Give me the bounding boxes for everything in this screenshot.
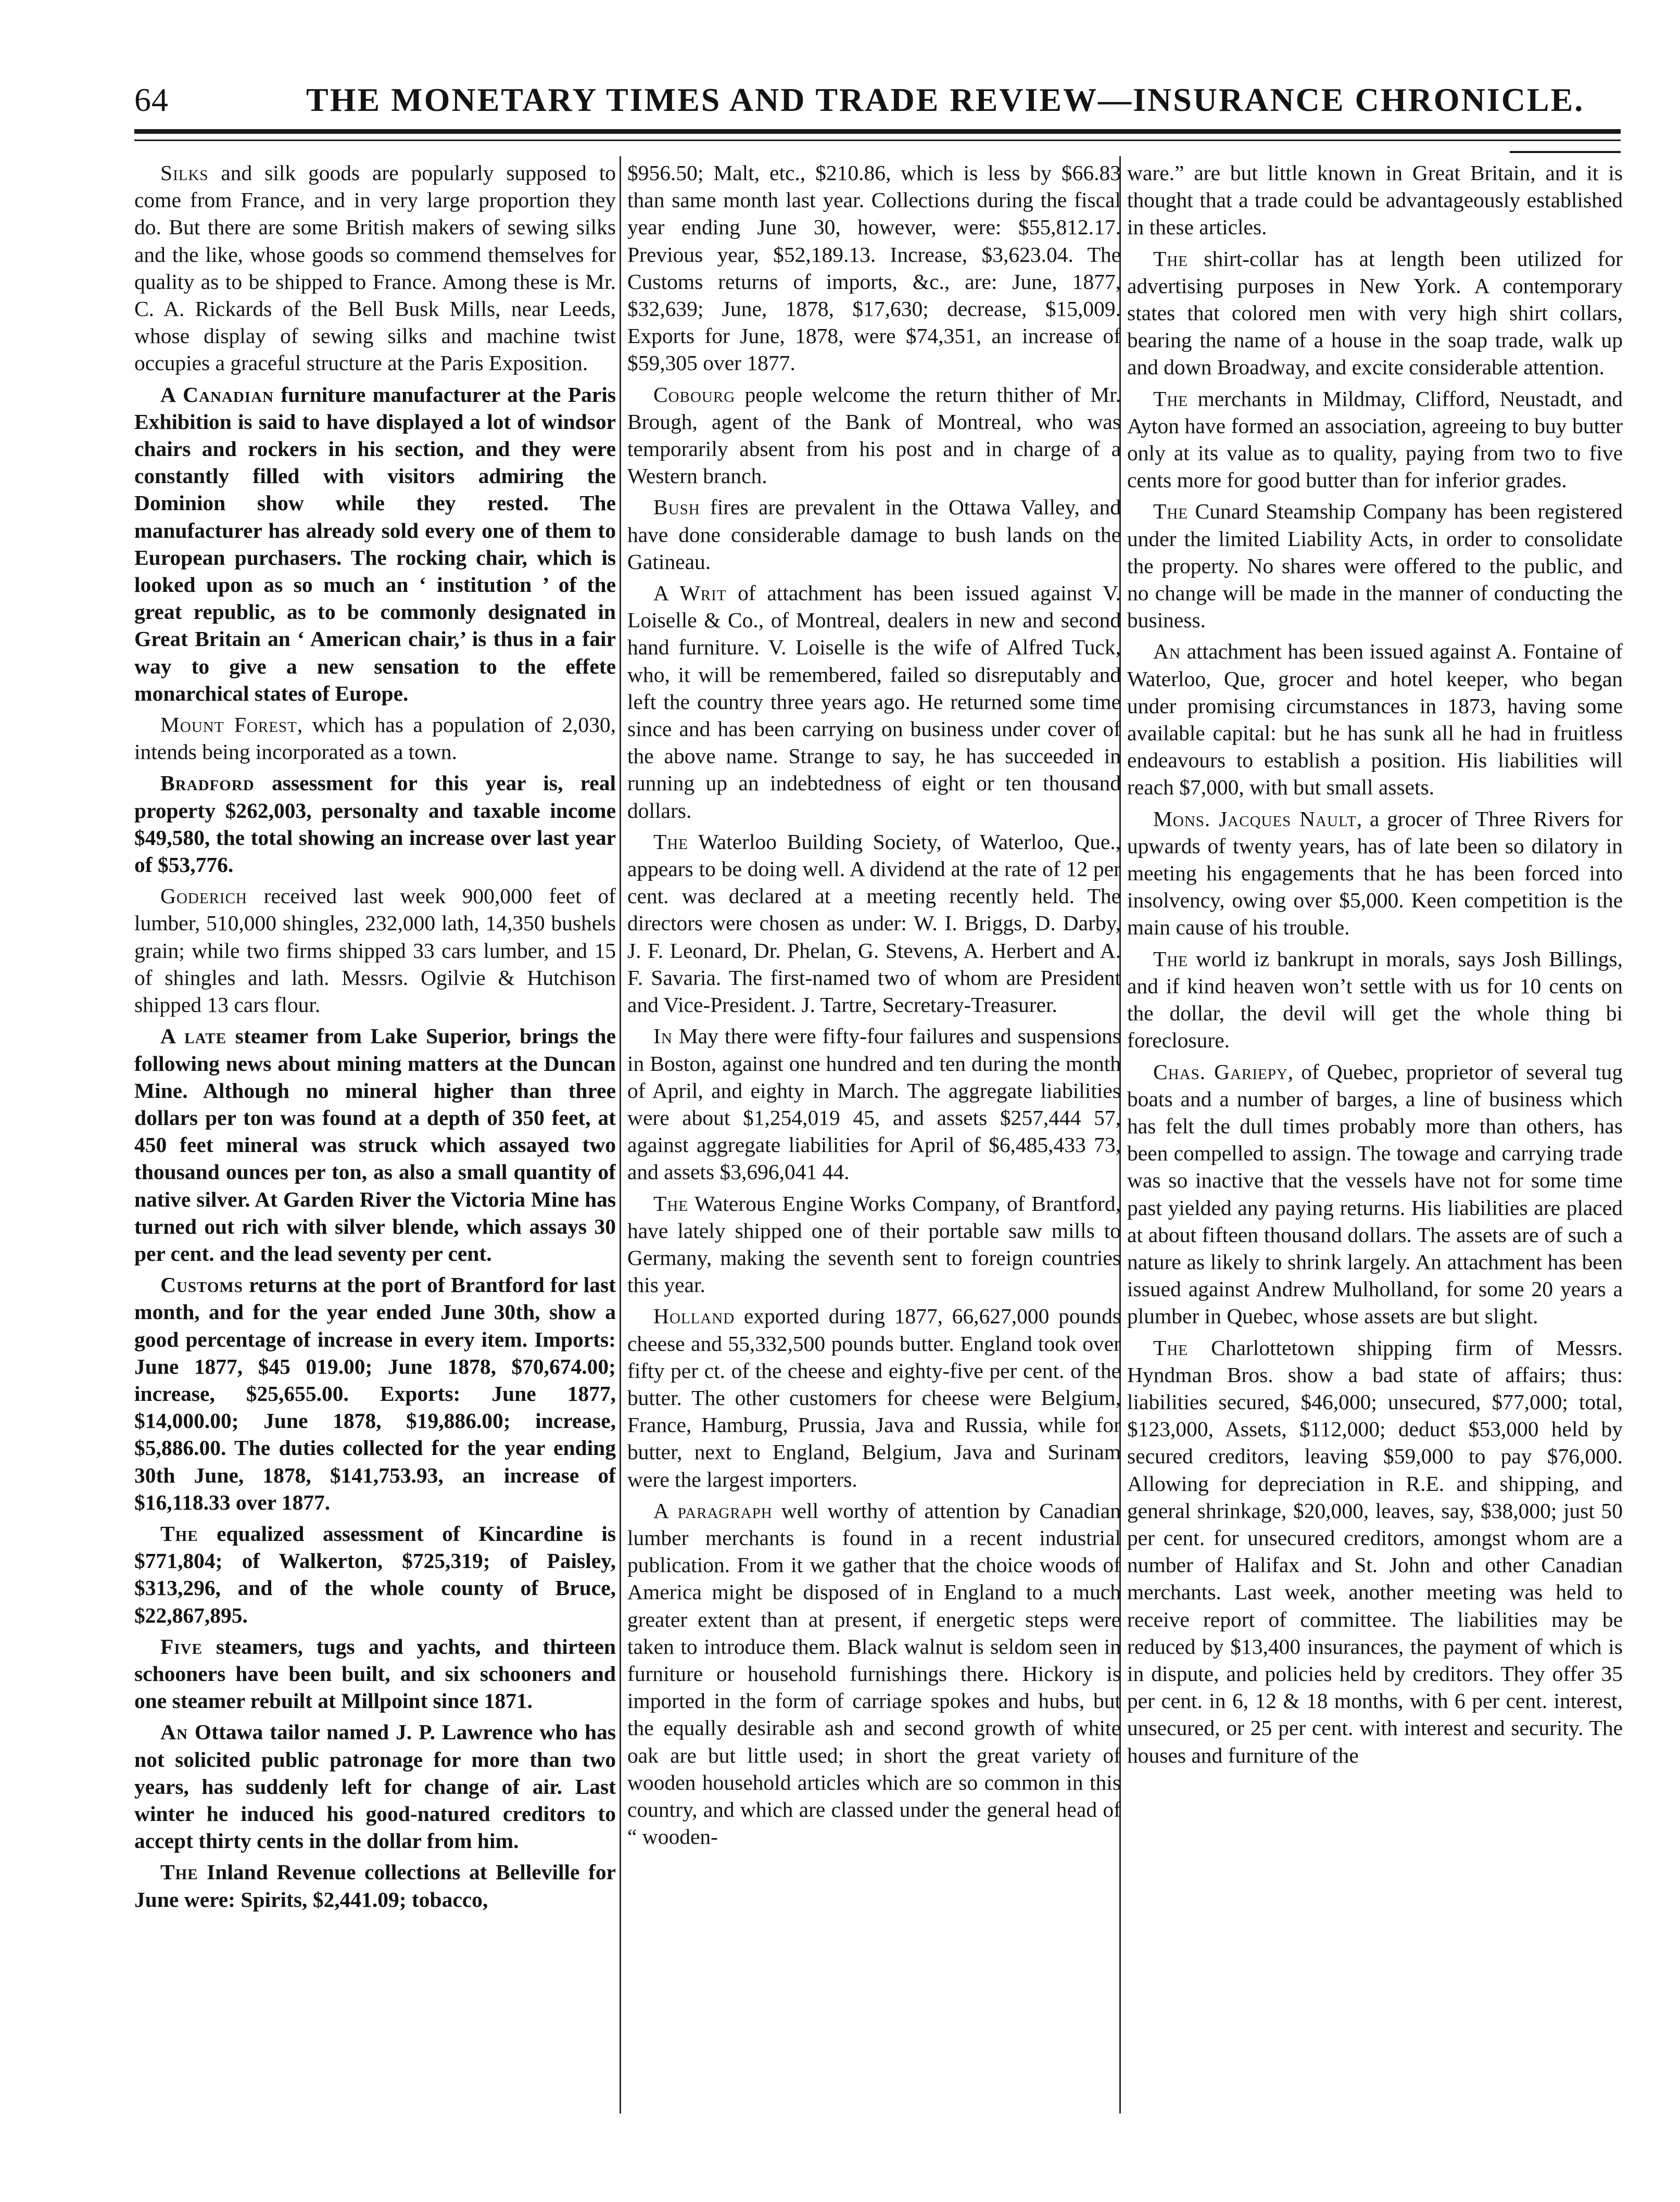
paragraph-lead: The (1153, 499, 1189, 524)
paragraph-text: equalized assessment of Kincardine is $771,804; of Walkerton, $725,319; of Paisley, $313,296, and of the whole county of Bruce, $22,867,895. (134, 1521, 616, 1627)
news-paragraph (134, 1520, 616, 1629)
paragraph-lead: The (653, 1191, 689, 1216)
paragraph-text: shirt-collar has at length been utilized for advertising purposes in New York. A contemporary states that colored men with very high shirt collars, bearing the name of a house in the soap trade, walk up and down Broadway, and excite considerable attention. (1127, 246, 1623, 379)
paragraph-lead: A paragraph (653, 1498, 773, 1523)
news-paragraph (627, 1302, 1121, 1492)
news-paragraph (627, 1022, 1121, 1185)
news-paragraph (134, 1858, 616, 1913)
paragraph-text: of attachment has been issued against V. Loiselle & Co., of Montreal, dealers in new and second hand furniture. V. Loiselle is the wife of Alfred Tuck, who, it will be remembered, failed so disreputably and left the country three years ago. He returned some time since and has been carrying on business under cover of the above name. Strange to say, he has succeeded in running up an indebtedness of eight or ten thousand dollars. (627, 581, 1121, 822)
paragraph-text: Ottawa tailor named J. P. Lawrence who has not solicited public patronage for more than two years, has suddenly left for change of air. Last winter he induced his good-natured creditors to accept thirty cents in the dollar from him. (134, 1720, 616, 1853)
news-paragraph (627, 381, 1121, 490)
paragraph-text: and silk goods are popularly supposed to come from France, and in very large proportion they do. But there are some British makers of sewing silks and the like, whose goods so commend themselves for quality as to be shipped to France. Among these is Mr. C. A. Rickards of the Bell Busk Mills, near Leeds, whose display of sewing silks and machine twist occupies a graceful structure at the Paris Exposition. (134, 161, 616, 375)
article-column-1 (134, 159, 616, 2179)
news-paragraph (134, 159, 616, 377)
paragraph-lead: Bush (653, 495, 700, 520)
paragraph-lead: Holland (653, 1304, 735, 1328)
paragraph-lead: The (653, 829, 689, 854)
paragraph-lead: The (1153, 946, 1189, 971)
paragraph-text: Cunard Steamship Company has been registered under the limited Liability Acts, in order to consolidate the property. No shares were offered to the public, and no change will be made in the manner of conducting the business. (1127, 499, 1623, 632)
news-paragraph (134, 769, 616, 878)
header-rule-short (1510, 151, 1621, 153)
paragraph-lead: A late (160, 1024, 227, 1048)
paragraph-text: steamer from Lake Superior, brings the following news about mining matters at the Duncan Mine. Although no mineral higher than three dollars per ton was found at a depth of 350 feet, at 450 feet mineral was struck which assayed two thousand ounces per ton, as also a small quantity of native silver. At Garden River the Victoria Mine has turned out rich with silver blende, which assays 30 per cent. and the lead seventy per cent. (134, 1024, 616, 1265)
paragraph-text: attachment has been issued against A. Fontaine of Waterloo, Que, grocer and hotel keeper, who began under promising circumstances in 1873, having some available capital: but he has sunk all he had in fruitless endeavours to establish a position. His liabilities will reach $7,000, with but small assets. (1127, 639, 1623, 800)
news-paragraph (1127, 159, 1623, 241)
news-paragraph (1127, 498, 1623, 634)
paragraph-text: assessment for this year is, real property $262,003, personalty and taxable income $49,580, the total showing an increase over last year of $53,776. (134, 771, 616, 877)
paragraph-text: , of Quebec, proprietor of several tug boats and a number of barges, a line of business which has felt the dull times probably more than others, has been compelled to assign. The towage and carrying trade was so inactive that the vessels have not for some time past yielded any paying returns. His liabilities are placed at about fifteen thousand dollars. The assets are of such a nature as likely to shrink largely. An attachment has been issued against Andrew Mulholland, for some 20 years a plumber in Quebec, whose assets are but slight. (1127, 1059, 1623, 1328)
news-paragraph (134, 1718, 616, 1854)
paragraph-text: fires are prevalent in the Ottawa Valley, and have done considerable damage to bush lands on the Gatineau. (627, 495, 1121, 574)
paragraph-lead: The (1153, 386, 1189, 411)
paragraph-lead: The (1153, 246, 1189, 271)
paragraph-lead: An (1153, 639, 1181, 664)
paragraph-lead: The (160, 1521, 198, 1546)
paragraph-lead: Chas. Gariepy (1153, 1059, 1288, 1084)
paragraph-text: ware.” are but little known in Great Britain, and it is thought that a trade could be advantageously established in these articles. (1127, 161, 1623, 239)
column-divider (620, 156, 621, 2114)
news-paragraph (1127, 245, 1623, 381)
news-paragraph (134, 381, 616, 707)
news-paragraph (627, 159, 1121, 377)
news-paragraph (1127, 385, 1623, 494)
page-header (134, 75, 1598, 133)
paragraph-text: furniture manufacturer at the Paris Exhibition is said to have displayed a lot of windsor chairs and rockers in his section, and they were constantly filled with visitors admiring the Dominion show while they rested. The manufacturer has already sold every one of them to European purchasers. The rocking chair, which is looked upon as so much an ‘ institution ’ of the great republic, as to be commonly designated in Great Britain an ‘ American chair,’ is thus in a fair way to give a new sensation to the effete monarchical states of Europe. (134, 382, 616, 705)
header-rule-thick (134, 129, 1621, 134)
paragraph-text: , a grocer of Three Rivers for upwards of twenty years, has of late been so dilatory in meeting his engagements that he has been forced into insolvency, owing over $5,000. Keen competition is the main cause of his trouble. (1127, 806, 1623, 940)
header-rule-thin (134, 140, 1621, 141)
article-column-3 (1127, 159, 1623, 2179)
paragraph-text: returns at the port of Brantford for last month, and for the year ended June 30th, show a good percentage of increase in every item. Imports: June 1877, $45 019.00; June 1878, $70,674.00; increase, $25,655.00. Exports: June 1877, $14,000.00; June 1878, $19,886.00; increase, $5,886.00. The duties collected for the year ending 30th June, 1878, $141,753.93, an increase of $16,118.33 over 1877. (134, 1273, 616, 1514)
paragraph-text: , which has a population of 2,030, intends being incorporated as a town. (134, 713, 616, 764)
paragraph-lead: Bradford (160, 771, 255, 795)
paragraph-text: steamers, tugs and yachts, and thirteen schooners have been built, and six schooners and one steamer rebuilt at Millpoint since 1871. (134, 1634, 616, 1713)
paragraph-text: received last week 900,000 feet of lumber, 510,000 shingles, 232,000 lath, 14,350 bushels grain; while two firms shipped 33 cars lumber, and 15 of shingles and lath. Messrs. Ogilvie & Hutchison shipped 13 cars flour. (134, 884, 616, 1017)
paragraph-lead: Mons. Jacques Nault (1153, 806, 1357, 831)
article-column-2 (627, 159, 1121, 2179)
paragraph-text: Waterous Engine Works Company, of Brantford, have lately shipped one of their portable saw mills to Germany, making the seventh sent to foreign countries this year. (627, 1191, 1121, 1297)
paragraph-text: Charlottetown shipping firm of Messrs. Hyndman Bros. show a bad state of affairs; thus: liabilities secured, $46,000; unsecured, $77,000; total, $123,000, Assets, $112,000; deduct $53,000 held by secured creditors, leaving $59,000 to pay $76,000. Allowing for depreciation in R.E. and shipping, and general shrinkage, $20,000, leaves, say, $38,000; just 50 per cent. for unsecured creditors, amongst whom are a number of Halifax and St. John and other Canadian merchants. Last week, another meeting was held to receive report of committee. The liabilities may be reduced by $13,400 insurances, the payment of which is in dispute, and policies held by creditors. They offer 35 per cent. in 6, 12 & 18 months, with 6 per cent. interest, unsecured, or 25 per cent. with interest and security. The houses and furniture of the (1127, 1335, 1623, 1767)
paragraph-lead: The (1153, 1335, 1189, 1360)
paragraph-lead: Customs (160, 1273, 243, 1297)
paragraph-text: people welcome the return thither of Mr. Brough, agent of the Bank of Montreal, who was temporarily absent from his post and in charge of a Western branch. (627, 382, 1121, 488)
paragraph-lead: Cobourg (653, 382, 736, 407)
news-paragraph (627, 579, 1121, 824)
paragraph-text: Inland Revenue collections at Belleville for June were: Spirits, $2,441.09; tobacco, (134, 1860, 616, 1912)
news-paragraph (134, 1271, 616, 1516)
news-paragraph (1127, 1334, 1623, 1769)
paragraph-text: May there were fifty-four failures and suspensions in Boston, against one hundred and ten during the month of April, and eighty in March. The aggregate liabilities were about $1,254,019 45, and assets $257,444 57, against aggregate liabilities for April of $6,485,433 73, and assets $3,696,041 44. (627, 1024, 1121, 1184)
news-paragraph (1127, 638, 1623, 801)
news-paragraph (134, 1633, 616, 1715)
paragraph-lead: Goderich (160, 884, 247, 908)
news-paragraph (627, 828, 1121, 1018)
paragraph-text: merchants in Mildmay, Clifford, Neustadt, and Ayton have formed an association, agreeing to buy butter only at its value as to quality, paying from two to five cents more for good butter than for inferior grades. (1127, 386, 1623, 492)
news-paragraph (627, 1190, 1121, 1299)
paragraph-text: world iz bankrupt in morals, says Josh Billings, and if kind heaven won’t settle with us for 10 cents on the dollar, the devil will get the whole thing bi foreclosure. (1127, 946, 1623, 1053)
paragraph-text: exported during 1877, 66,627,000 pounds cheese and 55,332,500 pounds butter. England took over fifty per ct. of the cheese and eighty-five per cent. of the butter. The other customers for cheese were Belgium, France, Hamburg, Prussia, Java and Russia, while for butter, next to England, Belgium, Java and Surinam were the largest importers. (627, 1304, 1121, 1491)
page-number: 64 (134, 81, 169, 118)
paragraph-lead: Mount Forest (160, 713, 297, 737)
paragraph-lead: Five (160, 1634, 203, 1659)
paragraph-lead: The (160, 1860, 198, 1884)
news-paragraph (627, 493, 1121, 575)
news-paragraph (134, 711, 616, 765)
paragraph-text: well worthy of attention by Canadian lumber merchants is found in a recent industrial publication. From it we gather that the choice woods of America might be disposed of in England to a much greater extent than at present, if energetic steps were taken to introduce them. Black walnut is seldom seen in furniture or household furnishings there. Hickory is imported in the form of carriage spokes and hubs, but the equally desirable ash and second growth of white oak are but little used; in short the great variety of wooden household articles which are so common in this country, and which are classed under the general head of “ wooden- (627, 1498, 1121, 1849)
news-paragraph (1127, 805, 1623, 941)
running-title: THE MONETARY TIMES AND TRADE REVIEW—INSURANCE CHRONICLE. (306, 81, 1585, 118)
paragraph-lead: A Canadian (160, 382, 274, 407)
paragraph-text: Waterloo Building Society, of Waterloo, Que., appears to be doing well. A dividend at the rate of 12 per cent. was declared at a meeting recently held. The directors were chosen as under: W. I. Briggs, D. Darby, J. F. Leonard, Dr. Phelan, G. Stevens, A. Herbert and A. F. Savaria. The first-named two of whom are President and Vice-President. J. Tartre, Secretary-Treasurer. (627, 829, 1121, 1017)
news-paragraph (134, 1022, 616, 1267)
paragraph-lead: A Writ (653, 581, 727, 605)
news-paragraph (1127, 945, 1623, 1054)
news-paragraph (1127, 1058, 1623, 1330)
paragraph-lead: In (653, 1024, 673, 1048)
news-paragraph (627, 1497, 1121, 1851)
news-paragraph (134, 882, 616, 1018)
paragraph-lead: Silks (160, 161, 209, 185)
paragraph-text: $956.50; Malt, etc., $210.86, which is less by $66.83 than same month last year. Collections during the fiscal year ending June 30, however, were: $55,812.17. Previous year, $52,189.13. Increase, $3,623.04. The Customs returns of imports, &c., are: June, 1877, $32,639; June, 1878, $17,630; decrease, $15,009. Exports for June, 1878, were $74,351, an increase of $59,305 over 1877. (627, 161, 1121, 375)
paragraph-lead: An (160, 1720, 188, 1744)
